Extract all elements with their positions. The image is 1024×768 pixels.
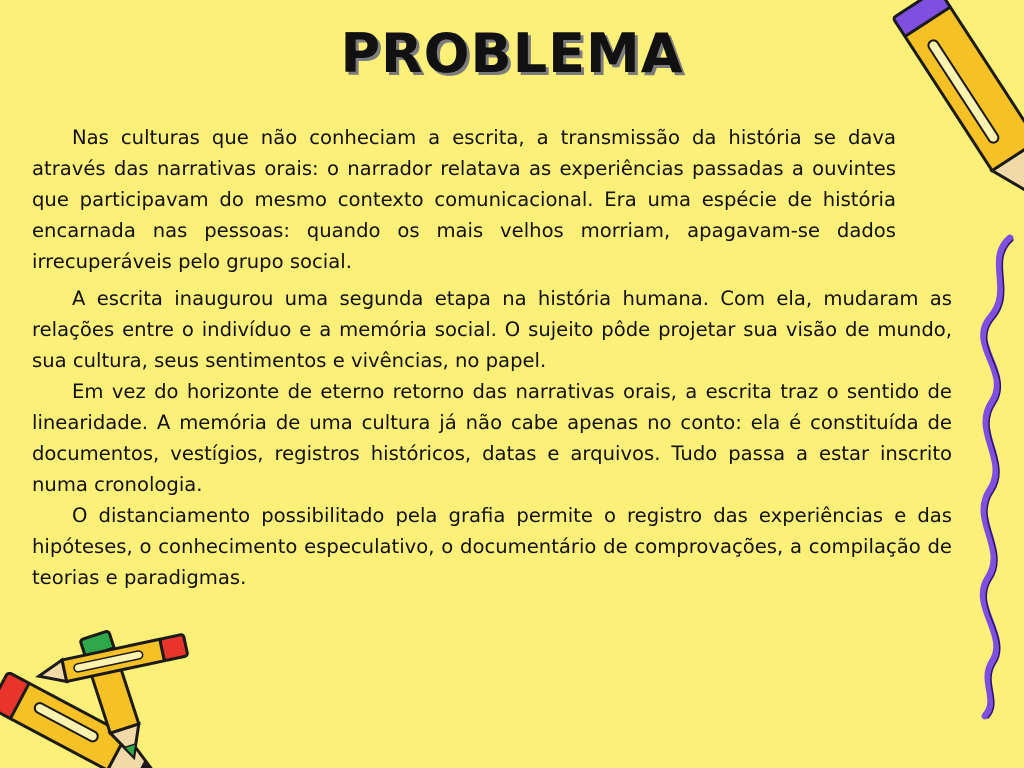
paragraph-oral-cultures: Nas culturas que não conheciam a escrita, a transmissão da história se dava através das narrativas orais: o narrador relatava as experiências passadas a ouvintes que participavam do mesmo contexto comunicacional. Era uma espécie de história encarnada nas pessoas: quando os mais velhos morriam, apagavam-se dados irrecuperáveis pelo grupo social. bbox=[32, 126, 896, 273]
main-text-block bbox=[32, 283, 952, 593]
slide-title: PROBLEMA bbox=[340, 22, 684, 85]
paragraph-distancing: O distanciamento possibilitado pela grafia permite o registro das experiências e das hipóteses, o conhecimento especulativo, o documentário de comprovações, a compilação de teorias e paradigmas. bbox=[32, 504, 952, 589]
intro-text-block bbox=[32, 122, 896, 277]
paragraph-writing-stage: A escrita inaugurou uma segunda etapa na história humana. Com ela, mudaram as relações entre o indivíduo e a memória social. O sujeito pôde projetar sua visão de mundo, sua cultura, seus sentimentos e vivências, no papel. bbox=[32, 287, 952, 372]
squiggle-line bbox=[983, 238, 1010, 716]
paragraph-linearity: Em vez do horizonte de eterno retorno das narrativas orais, a escrita traz o sentido de linearidade. A memória de uma cultura já não cabe apenas no conto: ela é constituída de documentos, vestígios, registros históricos, datas e arquivos. Tudo passa a estar inscrito numa cronologia. bbox=[32, 380, 952, 496]
